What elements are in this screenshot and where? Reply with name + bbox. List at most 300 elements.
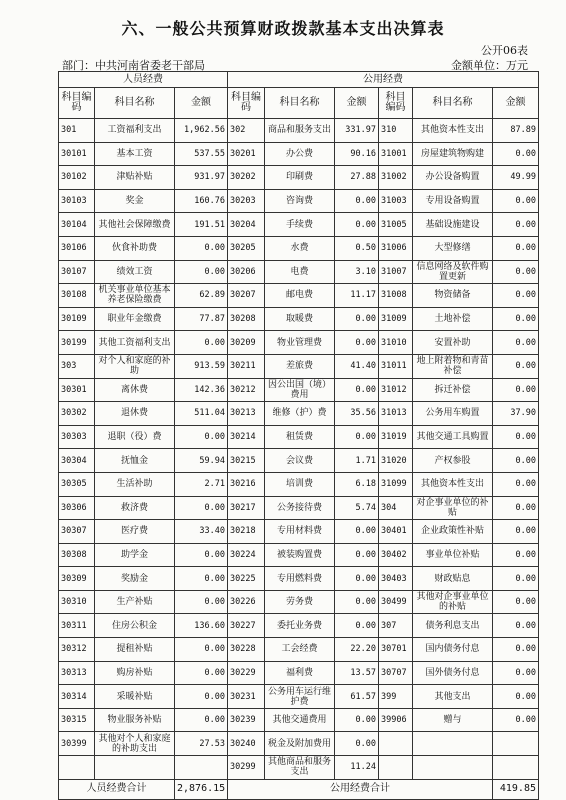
item-amount: 0.00 [335, 614, 379, 638]
item-name: 购房补贴 [95, 661, 175, 685]
item-name: 产权参股 [413, 449, 493, 473]
table-row [59, 496, 539, 520]
item-amount: 0.00 [493, 661, 539, 685]
item-amount: 0.00 [175, 543, 228, 567]
item-code: 31010 [379, 331, 413, 355]
item-code: 30228 [228, 638, 265, 662]
public-total-label: 公用经费合计 [228, 779, 493, 799]
item-name: 机关事业单位基本养老保险缴费 [95, 284, 175, 308]
item-code: 31013 [379, 402, 413, 426]
item-amount: 0.00 [335, 213, 379, 237]
item-code: 30211 [228, 354, 265, 378]
item-name: 咨询费 [265, 189, 335, 213]
table-row [59, 166, 539, 190]
table-row [59, 520, 539, 544]
item-name: 其他支出 [413, 685, 493, 709]
item-code: 30102 [59, 166, 95, 190]
item-amount: 87.89 [493, 119, 539, 143]
item-name: 维修（护）费 [265, 402, 335, 426]
table-row [59, 732, 539, 756]
item-name: 取暖费 [265, 307, 335, 331]
item-amount: 0.00 [335, 543, 379, 567]
item-amount: 0.00 [335, 189, 379, 213]
item-amount: 0.00 [175, 425, 228, 449]
table-row [59, 685, 539, 709]
item-name: 邮电费 [265, 284, 335, 308]
table-row [59, 284, 539, 308]
item-amount: 3.10 [335, 260, 379, 284]
item-code: 30209 [228, 331, 265, 355]
item-name: 其他对企事业单位的补贴 [413, 590, 493, 614]
item-name: 办公费 [265, 142, 335, 166]
item-code: 30107 [59, 260, 95, 284]
item-amount: 913.59 [175, 354, 228, 378]
item-code: 30215 [228, 449, 265, 473]
item-code: 30226 [228, 590, 265, 614]
item-name: 房屋建筑物购建 [413, 142, 493, 166]
item-code: 30101 [59, 142, 95, 166]
item-amount: 0.00 [175, 590, 228, 614]
table-row [59, 590, 539, 614]
personnel-total-label: 人员经费合计 [59, 779, 175, 799]
item-amount: 61.57 [335, 685, 379, 709]
item-amount: 0.00 [493, 567, 539, 591]
item-amount: 0.00 [493, 354, 539, 378]
item-amount [493, 732, 539, 756]
item-name: 地上附着物和青苗补偿 [413, 354, 493, 378]
item-code: 30206 [228, 260, 265, 284]
item-code: 31020 [379, 449, 413, 473]
item-amount: 11.24 [335, 756, 379, 780]
item-amount: 0.00 [175, 567, 228, 591]
totals-row [59, 779, 539, 799]
item-amount: 0.00 [493, 425, 539, 449]
item-amount: 0.00 [493, 236, 539, 260]
item-name: 公务用车运行维护费 [265, 685, 335, 709]
item-name: 救济费 [95, 496, 175, 520]
item-name: 安置补助 [413, 331, 493, 355]
item-amount: 0.00 [335, 732, 379, 756]
item-name: 医疗费 [95, 520, 175, 544]
table-row [59, 307, 539, 331]
table-row [59, 331, 539, 355]
item-name: 其他交通工具购置 [413, 425, 493, 449]
item-name: 生产补贴 [95, 590, 175, 614]
item-code: 31002 [379, 166, 413, 190]
item-code: 30403 [379, 567, 413, 591]
item-code [379, 756, 413, 780]
item-code: 30707 [379, 661, 413, 685]
item-code: 399 [379, 685, 413, 709]
item-code: 30213 [228, 402, 265, 426]
item-amount: 0.00 [493, 331, 539, 355]
item-amount: 142.36 [175, 378, 228, 402]
item-amount: 0.00 [175, 260, 228, 284]
item-name: 租赁费 [265, 425, 335, 449]
item-name [413, 756, 493, 780]
form-id: 公开06表 [481, 44, 528, 57]
item-amount: 0.00 [175, 496, 228, 520]
item-code: 30240 [228, 732, 265, 756]
item-code: 30306 [59, 496, 95, 520]
item-code: 30205 [228, 236, 265, 260]
item-code [379, 732, 413, 756]
table-row [59, 236, 539, 260]
item-name: 培训费 [265, 472, 335, 496]
item-code: 30315 [59, 708, 95, 732]
item-name: 被装购置费 [265, 543, 335, 567]
item-amount: 0.00 [493, 472, 539, 496]
item-code: 30305 [59, 472, 95, 496]
header-amount: 金额 [335, 88, 379, 119]
item-code: 30402 [379, 543, 413, 567]
item-name [95, 756, 175, 780]
public-total-amount: 419.85 [493, 779, 539, 799]
item-name: 退职（役）费 [95, 425, 175, 449]
item-name: 企业政策性补贴 [413, 520, 493, 544]
item-code: 31007 [379, 260, 413, 284]
item-name: 基础设施建设 [413, 213, 493, 237]
item-name: 公务用车购置 [413, 402, 493, 426]
item-name: 手续费 [265, 213, 335, 237]
item-name: 提租补贴 [95, 638, 175, 662]
item-code: 30299 [228, 756, 265, 780]
item-name: 会议费 [265, 449, 335, 473]
table-row [59, 543, 539, 567]
item-name: 助学金 [95, 543, 175, 567]
item-name: 物业服务补贴 [95, 708, 175, 732]
department-label: 部门：中共河南省委老干部局 [62, 59, 205, 72]
item-amount: 0.00 [493, 638, 539, 662]
item-code: 31099 [379, 472, 413, 496]
item-amount: 0.00 [493, 449, 539, 473]
item-amount: 0.00 [493, 685, 539, 709]
expenditure-table [58, 71, 539, 800]
item-amount: 0.50 [335, 236, 379, 260]
item-name: 生活补助 [95, 472, 175, 496]
item-code: 30212 [228, 378, 265, 402]
item-name: 绩效工资 [95, 260, 175, 284]
item-name: 津贴补贴 [95, 166, 175, 190]
item-code: 30217 [228, 496, 265, 520]
item-name: 水费 [265, 236, 335, 260]
item-amount: 5.74 [335, 496, 379, 520]
item-name: 工会经费 [265, 638, 335, 662]
item-name: 其他资本性支出 [413, 472, 493, 496]
header-code: 科目编码 [228, 88, 265, 119]
table-title: 六、一般公共预算财政拨款基本支出决算表 [121, 19, 445, 38]
item-code: 31009 [379, 307, 413, 331]
item-amount: 0.00 [493, 260, 539, 284]
item-amount: 931.97 [175, 166, 228, 190]
item-amount: 0.00 [493, 590, 539, 614]
item-name: 对企事业单位的补贴 [413, 496, 493, 520]
item-amount: 0.00 [175, 638, 228, 662]
item-code: 30202 [228, 166, 265, 190]
item-amount: 0.00 [335, 708, 379, 732]
item-code: 31011 [379, 354, 413, 378]
item-name: 其他对个人和家庭的补助支出 [95, 732, 175, 756]
item-amount: 0.00 [493, 307, 539, 331]
item-amount: 0.00 [493, 189, 539, 213]
item-name: 因公出国（境）费用 [265, 378, 335, 402]
item-name: 奖金 [95, 189, 175, 213]
item-name: 差旅费 [265, 354, 335, 378]
item-amount: 27.88 [335, 166, 379, 190]
item-name: 其他商品和服务支出 [265, 756, 335, 780]
item-code: 304 [379, 496, 413, 520]
item-code: 30103 [59, 189, 95, 213]
item-amount: 0.00 [493, 284, 539, 308]
item-code: 30307 [59, 520, 95, 544]
item-code: 30201 [228, 142, 265, 166]
item-amount: 0.00 [335, 567, 379, 591]
table-row [59, 354, 539, 378]
item-code: 30207 [228, 284, 265, 308]
item-code: 30231 [228, 685, 265, 709]
item-code: 30301 [59, 378, 95, 402]
item-amount: 331.97 [335, 119, 379, 143]
item-name: 大型修缮 [413, 236, 493, 260]
item-amount: 11.17 [335, 284, 379, 308]
item-amount: 0.00 [493, 142, 539, 166]
item-code: 39906 [379, 708, 413, 732]
item-amount: 59.94 [175, 449, 228, 473]
item-name: 住房公积金 [95, 614, 175, 638]
item-code: 31001 [379, 142, 413, 166]
header-name: 科目名称 [265, 88, 335, 119]
item-code: 30701 [379, 638, 413, 662]
table-row [59, 472, 539, 496]
item-amount: 0.00 [493, 543, 539, 567]
item-name: 专用燃料费 [265, 567, 335, 591]
item-code: 30302 [59, 402, 95, 426]
item-name: 财政贴息 [413, 567, 493, 591]
unit-label: 金额单位：万元 [451, 59, 528, 72]
table-row [59, 119, 539, 143]
item-code: 302 [228, 119, 265, 143]
item-name: 拆迁补偿 [413, 378, 493, 402]
item-amount: 1.71 [335, 449, 379, 473]
item-code: 301 [59, 119, 95, 143]
table-row [59, 213, 539, 237]
item-code: 31005 [379, 213, 413, 237]
header-code: 科目编码 [379, 88, 413, 119]
item-name: 物资储备 [413, 284, 493, 308]
item-amount: 0.00 [493, 378, 539, 402]
item-name: 公务接待费 [265, 496, 335, 520]
item-name: 其他社会保障缴费 [95, 213, 175, 237]
table-row [59, 708, 539, 732]
item-amount: 2.71 [175, 472, 228, 496]
item-code: 30218 [228, 520, 265, 544]
item-amount: 6.18 [335, 472, 379, 496]
item-amount: 22.20 [335, 638, 379, 662]
item-amount: 0.00 [335, 378, 379, 402]
item-amount: 13.57 [335, 661, 379, 685]
item-code: 31012 [379, 378, 413, 402]
item-amount: 0.00 [175, 708, 228, 732]
item-code: 30303 [59, 425, 95, 449]
item-name: 物业管理费 [265, 331, 335, 355]
item-amount: 0.00 [335, 520, 379, 544]
item-code: 30239 [228, 708, 265, 732]
item-name: 基本工资 [95, 142, 175, 166]
table-row [59, 425, 539, 449]
item-code: 30216 [228, 472, 265, 496]
item-name: 国内债务付息 [413, 638, 493, 662]
item-amount [175, 756, 228, 780]
item-code: 310 [379, 119, 413, 143]
table-row [59, 567, 539, 591]
table-row [59, 260, 539, 284]
item-name: 工资福利支出 [95, 119, 175, 143]
item-name: 电费 [265, 260, 335, 284]
item-code: 30199 [59, 331, 95, 355]
item-name: 抚恤金 [95, 449, 175, 473]
item-code: 30304 [59, 449, 95, 473]
item-amount: 41.40 [335, 354, 379, 378]
table-row [59, 614, 539, 638]
section-header-row [59, 72, 539, 88]
item-name: 赠与 [413, 708, 493, 732]
item-code: 30106 [59, 236, 95, 260]
section-personnel: 人员经费 [59, 72, 228, 88]
item-name: 专用设备购置 [413, 189, 493, 213]
item-amount: 77.87 [175, 307, 228, 331]
item-name: 对个人和家庭的补助 [95, 354, 175, 378]
table-row [59, 756, 539, 780]
item-code: 30401 [379, 520, 413, 544]
item-name: 办公设备购置 [413, 166, 493, 190]
header-name: 科目名称 [413, 88, 493, 119]
table-row [59, 402, 539, 426]
item-code: 30310 [59, 590, 95, 614]
item-amount: 0.00 [335, 331, 379, 355]
item-name: 信息网络及软件购置更新 [413, 260, 493, 284]
item-name: 专用材料费 [265, 520, 335, 544]
table-row [59, 142, 539, 166]
item-name: 劳务费 [265, 590, 335, 614]
header-amount: 金额 [175, 88, 228, 119]
item-amount: 0.00 [335, 425, 379, 449]
item-code: 30109 [59, 307, 95, 331]
item-code: 30309 [59, 567, 95, 591]
item-name: 采暖补贴 [95, 685, 175, 709]
header-amount: 金额 [493, 88, 539, 119]
personnel-total-amount: 2,876.15 [175, 779, 228, 799]
item-code: 30311 [59, 614, 95, 638]
item-amount: 537.55 [175, 142, 228, 166]
item-name: 奖励金 [95, 567, 175, 591]
item-amount: 0.00 [493, 496, 539, 520]
item-name: 国外债务付息 [413, 661, 493, 685]
item-code: 30225 [228, 567, 265, 591]
table-row [59, 638, 539, 662]
item-code: 30204 [228, 213, 265, 237]
item-amount: 35.56 [335, 402, 379, 426]
item-amount: 62.89 [175, 284, 228, 308]
item-code: 31003 [379, 189, 413, 213]
item-code: 30312 [59, 638, 95, 662]
item-amount: 0.00 [175, 331, 228, 355]
table-row [59, 449, 539, 473]
item-name: 退休费 [95, 402, 175, 426]
item-code: 303 [59, 354, 95, 378]
item-code [59, 756, 95, 780]
header-name: 科目名称 [95, 88, 175, 119]
item-amount: 0.00 [493, 520, 539, 544]
item-amount: 49.99 [493, 166, 539, 190]
item-code: 31019 [379, 425, 413, 449]
item-code: 30203 [228, 189, 265, 213]
item-amount: 191.51 [175, 213, 228, 237]
item-name: 其他交通费用 [265, 708, 335, 732]
item-name: 其他工资福利支出 [95, 331, 175, 355]
item-amount: 27.53 [175, 732, 228, 756]
item-name [413, 732, 493, 756]
item-name: 印刷费 [265, 166, 335, 190]
item-name: 事业单位补贴 [413, 543, 493, 567]
item-code: 30229 [228, 661, 265, 685]
item-amount: 136.60 [175, 614, 228, 638]
item-code: 30208 [228, 307, 265, 331]
item-code: 31008 [379, 284, 413, 308]
item-code: 30399 [59, 732, 95, 756]
item-amount: 0.00 [175, 236, 228, 260]
item-code: 30214 [228, 425, 265, 449]
item-name: 职业年金缴费 [95, 307, 175, 331]
item-code: 307 [379, 614, 413, 638]
section-public: 公用经费 [228, 72, 539, 88]
item-amount: 511.04 [175, 402, 228, 426]
item-name: 其他资本性支出 [413, 119, 493, 143]
item-name: 福利费 [265, 661, 335, 685]
item-amount: 1,962.56 [175, 119, 228, 143]
item-code: 30227 [228, 614, 265, 638]
item-name: 离休费 [95, 378, 175, 402]
header-code: 科目编码 [59, 88, 95, 119]
item-amount: 0.00 [493, 708, 539, 732]
item-amount: 0.00 [335, 590, 379, 614]
item-code: 31006 [379, 236, 413, 260]
item-name: 土地补偿 [413, 307, 493, 331]
item-name: 税金及附加费用 [265, 732, 335, 756]
item-code: 30108 [59, 284, 95, 308]
item-amount: 0.00 [335, 307, 379, 331]
item-code: 30314 [59, 685, 95, 709]
item-amount: 37.90 [493, 402, 539, 426]
item-amount: 33.40 [175, 520, 228, 544]
item-code: 30499 [379, 590, 413, 614]
table-row [59, 661, 539, 685]
item-amount [493, 756, 539, 780]
item-amount: 0.00 [493, 213, 539, 237]
item-name: 债务利息支出 [413, 614, 493, 638]
item-code: 30313 [59, 661, 95, 685]
item-name: 伙食补助费 [95, 236, 175, 260]
item-amount: 0.00 [493, 614, 539, 638]
item-code: 30104 [59, 213, 95, 237]
item-name: 委托业务费 [265, 614, 335, 638]
item-amount: 0.00 [175, 685, 228, 709]
table-row [59, 378, 539, 402]
item-code: 30308 [59, 543, 95, 567]
item-code: 30224 [228, 543, 265, 567]
item-amount: 90.16 [335, 142, 379, 166]
column-header-row [59, 88, 539, 119]
item-amount: 0.00 [175, 661, 228, 685]
